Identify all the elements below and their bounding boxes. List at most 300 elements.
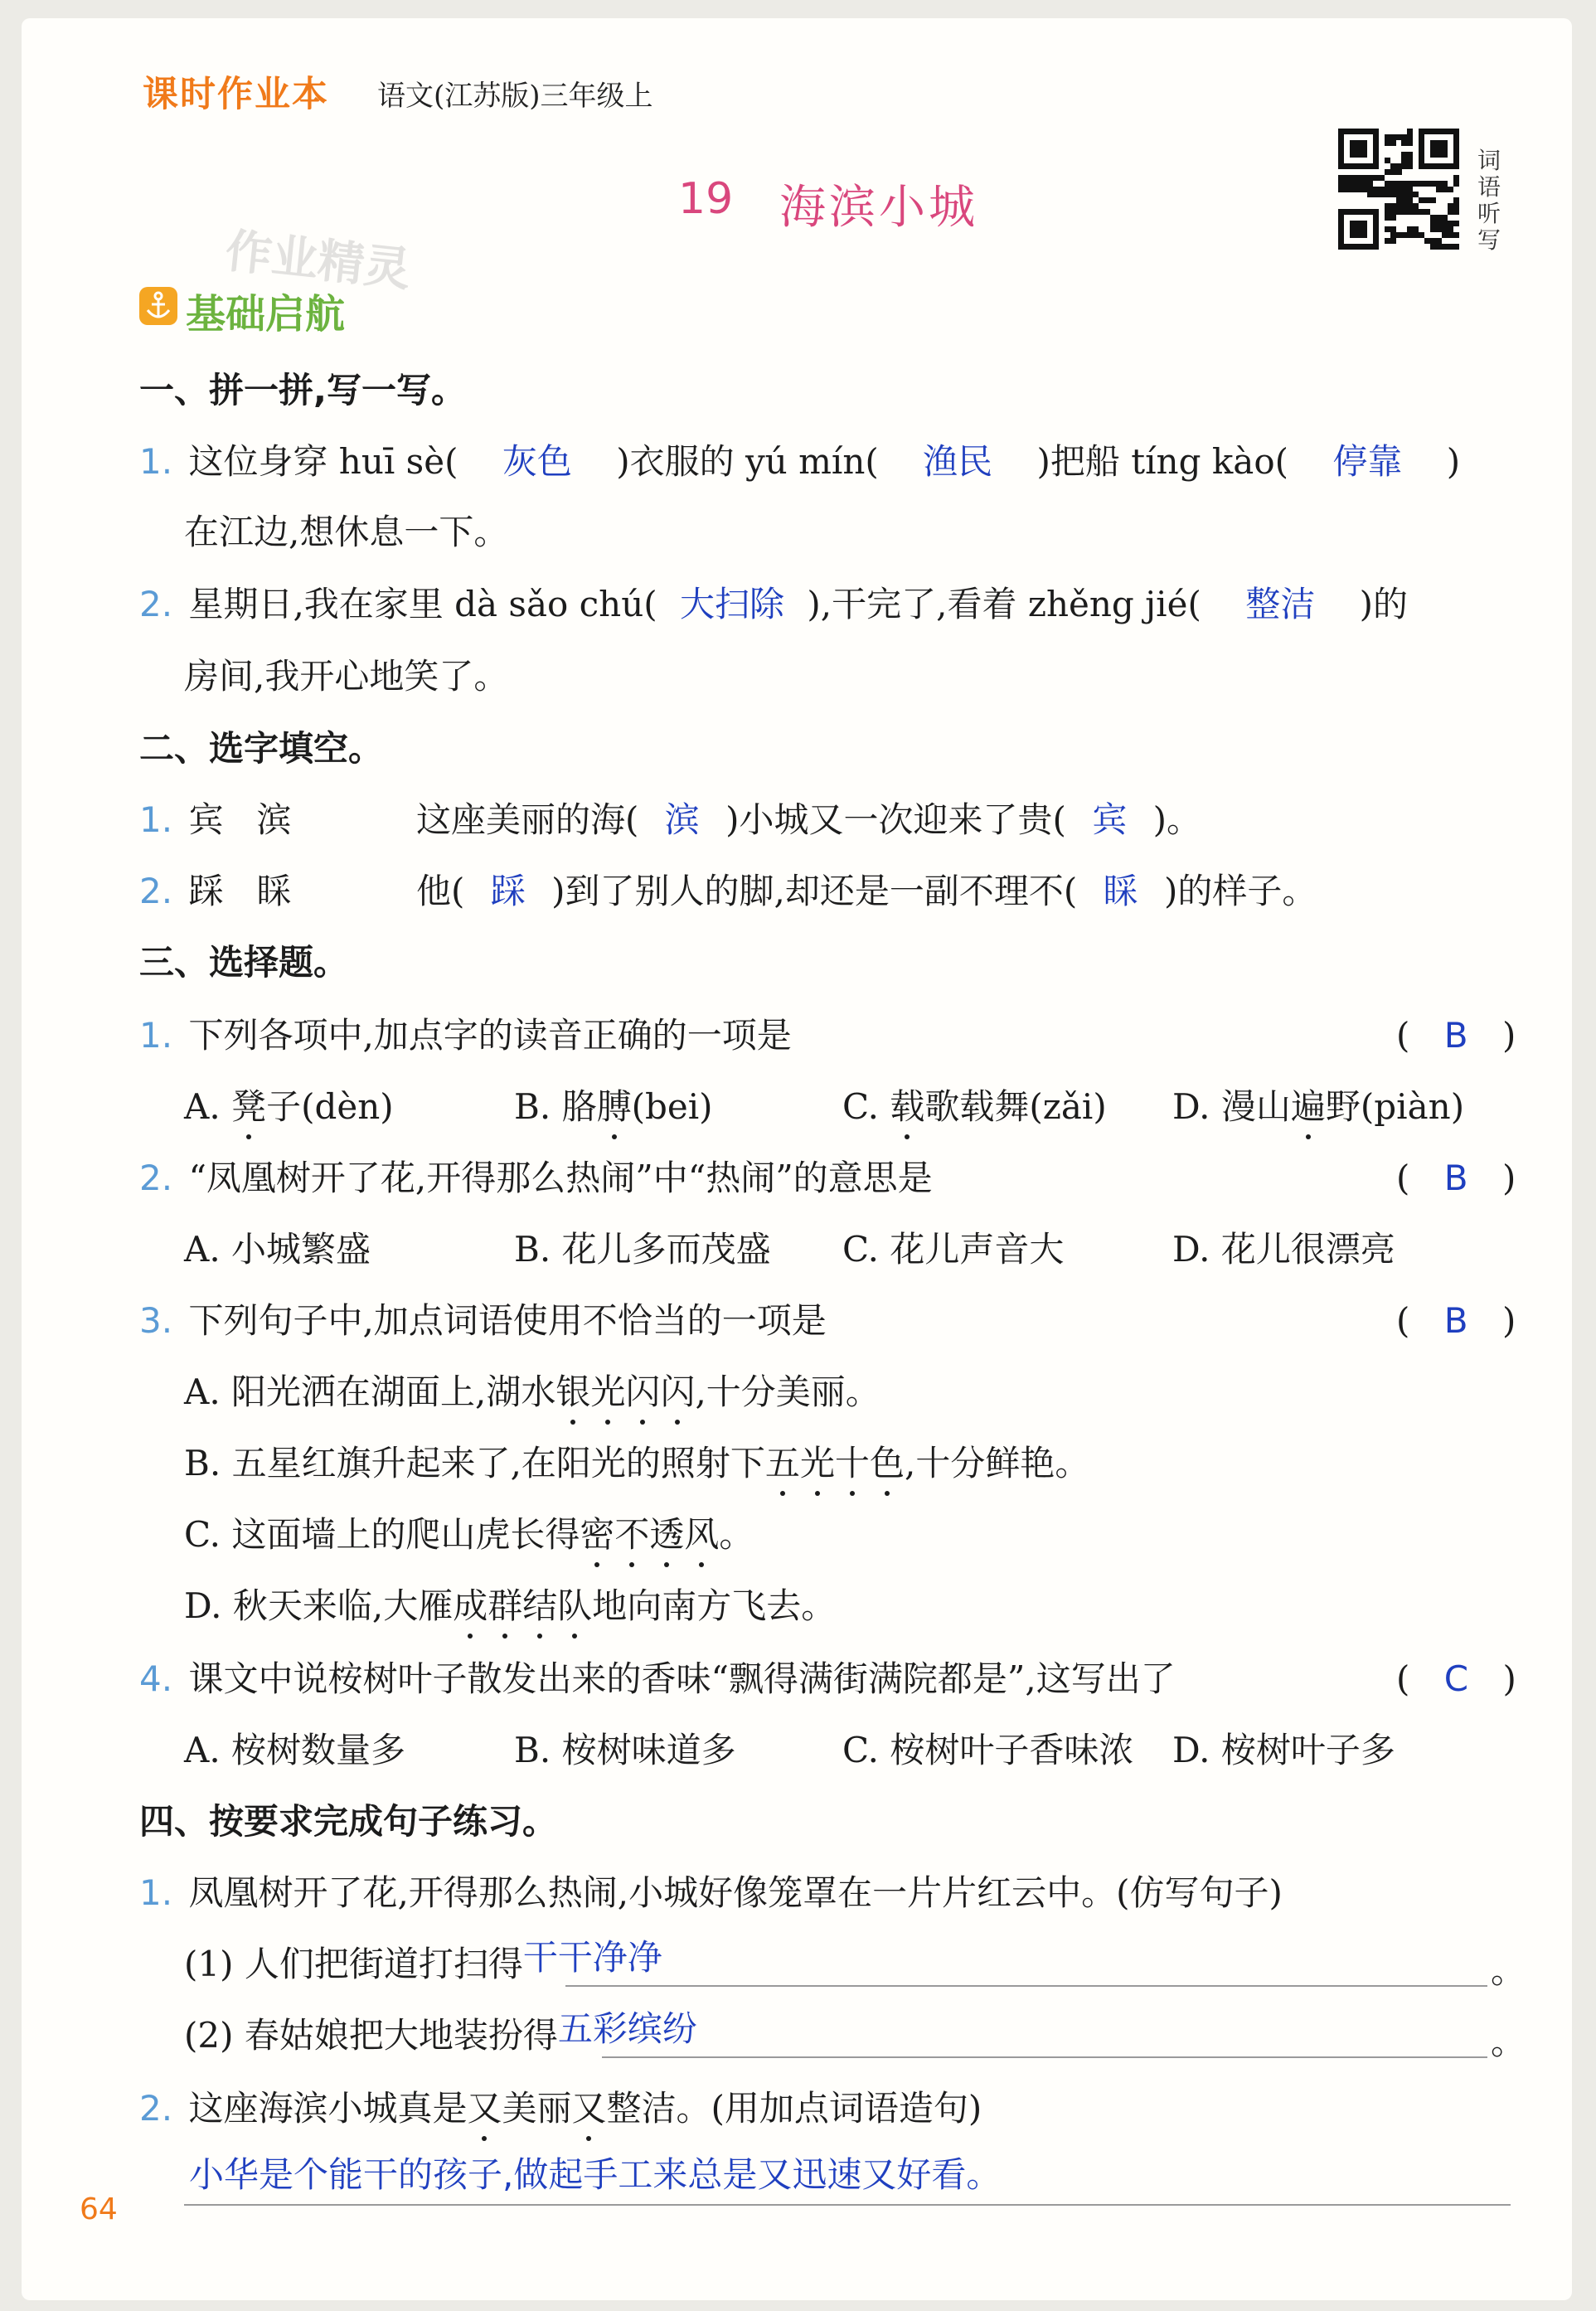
qr-module	[1407, 140, 1413, 146]
qr-module	[1442, 215, 1448, 221]
qr-module	[1430, 215, 1436, 221]
sentence-end: 。	[1491, 2022, 1526, 2062]
qr-module	[1453, 221, 1459, 226]
qr-module	[1453, 146, 1459, 152]
option-c[interactable]: C. 桉树叶子香味浓	[842, 1730, 1134, 1770]
qr-module	[1401, 187, 1407, 192]
choice-answer[interactable]: C	[1443, 1658, 1469, 1699]
qr-module	[1356, 187, 1361, 192]
qr-module	[1350, 187, 1356, 192]
qr-module	[1442, 226, 1448, 232]
qr-module	[1373, 226, 1379, 232]
question-text: (1) 人们把街道打扫得	[184, 1944, 523, 1984]
qr-module	[1448, 232, 1453, 238]
qr-module	[1396, 134, 1402, 140]
paren: )	[1501, 1015, 1516, 1056]
answer-text[interactable]: 灰色	[502, 441, 572, 482]
dotted-char: 色	[870, 1441, 905, 1486]
qr-module	[1436, 187, 1442, 192]
question-text: 星期日,我在家里 dà sǎo chú(	[188, 584, 657, 624]
qr-module	[1379, 192, 1385, 197]
qr-module	[1430, 181, 1436, 187]
question-text: )	[1446, 441, 1461, 482]
question-text: )到了别人的脚,却还是一副不理不(	[551, 871, 1078, 911]
qr-module	[1407, 158, 1413, 163]
qr-module	[1430, 197, 1436, 203]
qr-module	[1424, 181, 1430, 187]
qr-module	[1356, 209, 1361, 215]
qr-module	[1442, 244, 1448, 250]
qr-module	[1367, 192, 1373, 197]
qr-module	[1453, 181, 1459, 187]
qr-module	[1338, 187, 1344, 192]
answer-text[interactable]: 五彩缤纷	[557, 2008, 697, 2049]
qr-module	[1361, 187, 1367, 192]
dotted-char: 闪	[625, 1370, 660, 1415]
question-stem: 课文中说桉树叶子散发出来的香味“飘得满街满院都是”,这写出了	[188, 1658, 1176, 1699]
qr-module	[1390, 232, 1396, 238]
qr-module	[1442, 163, 1448, 169]
dotted-char: 载	[890, 1085, 924, 1129]
qr-module	[1436, 221, 1442, 226]
qr-module	[1338, 238, 1344, 244]
qr-module	[1338, 134, 1344, 140]
qr-module	[1407, 209, 1413, 215]
question-text: )。	[1152, 799, 1202, 840]
qr-module	[1390, 238, 1396, 244]
question-1-2	[139, 582, 1408, 627]
question-text: 这位身穿 huī sè(	[188, 441, 458, 482]
qr-module	[1361, 152, 1367, 158]
qr-module	[1344, 163, 1350, 169]
qr-module	[1373, 152, 1379, 158]
qr-module	[1350, 163, 1356, 169]
qr-module	[1424, 129, 1430, 134]
qr-module	[1453, 244, 1459, 250]
question-text: (2) 春姑娘把大地装扮得	[184, 2015, 558, 2056]
qr-module	[1356, 163, 1361, 169]
qr-module	[1373, 175, 1379, 181]
qr-module	[1350, 152, 1356, 158]
paren: )	[1501, 1300, 1516, 1341]
question-number: 1.	[139, 1015, 173, 1056]
paren: )	[1502, 1658, 1516, 1699]
book-subtitle: 语文(江苏版)三年级上	[377, 80, 653, 113]
section-heading: 一、拼一拼,写一写。	[139, 370, 466, 410]
qr-module	[1338, 244, 1344, 250]
qr-module	[1350, 181, 1356, 187]
qr-module	[1430, 163, 1436, 169]
option-b[interactable]	[514, 1085, 713, 1129]
qr-module	[1356, 140, 1361, 146]
qr-module	[1373, 187, 1379, 192]
qr-module	[1401, 134, 1407, 140]
qr-module	[1453, 163, 1459, 169]
dotted-char: 又	[467, 2086, 502, 2131]
question-2-1	[139, 798, 292, 842]
qr-module	[1385, 238, 1390, 244]
qr-code[interactable]	[1338, 129, 1459, 250]
qr-module	[1453, 158, 1459, 163]
option-text: ,十分美丽。	[695, 1372, 880, 1412]
qr-module	[1419, 181, 1424, 187]
qr-module	[1390, 203, 1396, 209]
qr-module	[1361, 209, 1367, 215]
qr-module	[1448, 187, 1453, 192]
qr-module	[1407, 226, 1413, 232]
answer-underline	[565, 1985, 1487, 1987]
qr-module	[1407, 129, 1413, 134]
answer-text[interactable]: 整洁	[1245, 584, 1316, 624]
qr-module	[1453, 129, 1459, 134]
option-b[interactable]	[184, 1441, 1089, 1486]
option-c[interactable]	[842, 1085, 1107, 1129]
dotted-char: 凳	[231, 1085, 266, 1129]
qr-module	[1344, 244, 1350, 250]
option-a[interactable]: A. 桉树数量多	[184, 1730, 406, 1770]
qr-module	[1385, 134, 1390, 140]
qr-module	[1396, 197, 1402, 203]
question-text: ),干完了,看着 zhěng jié(	[807, 584, 1201, 624]
dotted-char: 银	[555, 1370, 590, 1415]
option-text: (bei)	[631, 1086, 713, 1127]
qr-module	[1361, 146, 1367, 152]
qr-module	[1453, 175, 1459, 181]
option-b[interactable]: B. 花儿多而茂盛	[514, 1229, 771, 1270]
qr-module	[1390, 181, 1396, 187]
qr-module	[1453, 203, 1459, 209]
option-d[interactable]	[184, 1584, 836, 1629]
qr-module	[1344, 209, 1350, 215]
question-number: 1.	[139, 799, 173, 840]
qr-module	[1356, 146, 1361, 152]
qr-module	[1361, 181, 1367, 187]
qr-caption-char: 词	[1477, 147, 1501, 174]
paren: (	[1396, 1300, 1410, 1341]
qr-module	[1396, 203, 1402, 209]
question-text: )把船 tíng kào(	[1036, 441, 1288, 482]
qr-module	[1350, 129, 1356, 134]
option-a[interactable]	[184, 1370, 880, 1415]
question-text: 这座海滨小城真是	[188, 2088, 468, 2129]
answer-paren	[1396, 1156, 1516, 1201]
qr-caption	[1477, 148, 1501, 254]
answer-text[interactable]: 踩	[490, 871, 526, 911]
qr-module	[1442, 129, 1448, 134]
qr-module	[1407, 181, 1413, 187]
qr-module	[1338, 158, 1344, 163]
qr-caption-char: 语	[1477, 173, 1501, 201]
question-text: 整洁。(用加点词语造句)	[606, 2088, 982, 2129]
dotted-char: 十	[835, 1441, 870, 1486]
option-text: D. 秋天来临,大雁	[184, 1585, 454, 1626]
dotted-char: 群	[488, 1584, 522, 1629]
option-text: ,十分鲜艳。	[904, 1443, 1090, 1483]
qr-module	[1361, 129, 1367, 134]
qr-module	[1430, 221, 1436, 226]
qr-module	[1407, 152, 1413, 158]
qr-module	[1442, 221, 1448, 226]
qr-module	[1367, 244, 1373, 250]
qr-module	[1390, 192, 1396, 197]
qr-module	[1419, 163, 1424, 169]
option-text: A.	[184, 1086, 232, 1127]
question-2-2	[139, 869, 292, 914]
sentence-end: 。	[1491, 1950, 1526, 1991]
qr-module	[1390, 163, 1396, 169]
qr-module	[1338, 175, 1344, 181]
qr-module	[1356, 232, 1361, 238]
qr-module	[1419, 140, 1424, 146]
qr-module	[1419, 232, 1424, 238]
qr-module	[1367, 129, 1373, 134]
choice-answer[interactable]: B	[1443, 1158, 1468, 1198]
qr-module	[1373, 140, 1379, 146]
answer-sentence[interactable]: 小华是个能干的孩子,做起手工来总是又迅速又好看。	[189, 2154, 1002, 2195]
qr-module	[1361, 232, 1367, 238]
qr-module	[1413, 192, 1419, 197]
option-d[interactable]: D. 花儿很漂亮	[1172, 1229, 1395, 1270]
qr-module	[1401, 203, 1407, 209]
qr-module	[1373, 215, 1379, 221]
qr-module	[1407, 134, 1413, 140]
question-2-1-sentence	[416, 798, 1201, 842]
qr-module	[1396, 169, 1402, 175]
answer-underline	[602, 2056, 1487, 2058]
section-badge: 基础启航	[186, 291, 346, 337]
qr-module	[1373, 221, 1379, 226]
qr-module	[1396, 209, 1402, 215]
dotted-char: 光	[800, 1441, 835, 1486]
qr-module	[1373, 244, 1379, 250]
qr-module	[1436, 140, 1442, 146]
option-c[interactable]	[184, 1512, 754, 1557]
qr-module	[1396, 192, 1402, 197]
qr-module	[1430, 146, 1436, 152]
dotted-char: 膊	[597, 1085, 632, 1129]
qr-module	[1413, 203, 1419, 209]
qr-module	[1350, 209, 1356, 215]
qr-module	[1430, 226, 1436, 232]
option-text: C.	[842, 1086, 890, 1127]
question-number: 3.	[139, 1300, 173, 1341]
qr-module	[1448, 209, 1453, 215]
choice-chars: 宾 滨	[188, 799, 292, 840]
qr-module	[1401, 209, 1407, 215]
qr-module	[1350, 221, 1356, 226]
qr-module	[1419, 134, 1424, 140]
qr-module	[1448, 163, 1453, 169]
qr-module	[1367, 187, 1373, 192]
dotted-char: 成	[453, 1584, 488, 1629]
qr-module	[1390, 209, 1396, 215]
qr-module	[1390, 187, 1396, 192]
paren: (	[1396, 1158, 1410, 1198]
qr-module	[1419, 209, 1424, 215]
qr-module	[1407, 163, 1413, 169]
option-c[interactable]: C. 花儿声音大	[842, 1229, 1065, 1270]
qr-module	[1338, 181, 1344, 187]
qr-module	[1338, 163, 1344, 169]
answer-text[interactable]: 睬	[1103, 871, 1138, 911]
qr-module	[1373, 209, 1379, 215]
question-continuation: 房间,我开心地笑了。	[184, 656, 509, 697]
option-text: D. 漫山	[1172, 1086, 1291, 1127]
qr-module	[1430, 152, 1436, 158]
option-text: 野(piàn)	[1325, 1086, 1465, 1127]
qr-module	[1413, 226, 1419, 232]
answer-text[interactable]: 宾	[1092, 799, 1128, 840]
qr-module	[1442, 146, 1448, 152]
lesson-title: 海滨小城	[779, 181, 978, 235]
qr-module	[1396, 187, 1402, 192]
qr-module	[1401, 181, 1407, 187]
answer-underline	[184, 2204, 1511, 2206]
qr-module	[1385, 215, 1390, 221]
qr-module	[1453, 140, 1459, 146]
option-b[interactable]: B. 桉树味道多	[514, 1730, 736, 1770]
option-d[interactable]: D. 桉树叶子多	[1172, 1730, 1395, 1770]
qr-module	[1344, 181, 1350, 187]
question-text: 他(	[416, 871, 465, 911]
qr-module	[1401, 140, 1407, 146]
qr-module	[1430, 140, 1436, 146]
qr-module	[1424, 238, 1430, 244]
option-text: 歌载舞(zǎi)	[924, 1086, 1107, 1127]
dotted-char: 结	[522, 1584, 557, 1629]
qr-module	[1396, 232, 1402, 238]
answer-text[interactable]: 停靠	[1332, 441, 1403, 482]
dotted-char: 又	[571, 2086, 606, 2131]
question-text: )小城又一次迎来了贵(	[725, 799, 1066, 840]
qr-module	[1390, 215, 1396, 221]
dotted-char: 风	[684, 1512, 719, 1557]
qr-module	[1407, 203, 1413, 209]
qr-module	[1385, 226, 1390, 232]
qr-module	[1385, 158, 1390, 163]
qr-module	[1436, 181, 1442, 187]
qr-module	[1350, 244, 1356, 250]
question-3-2	[139, 1156, 933, 1201]
qr-module	[1401, 163, 1407, 169]
qr-module	[1453, 209, 1459, 215]
dotted-char: 透	[649, 1512, 684, 1557]
qr-module	[1373, 238, 1379, 244]
qr-module	[1350, 175, 1356, 181]
qr-module	[1413, 181, 1419, 187]
lesson-number: 19	[678, 174, 734, 224]
qr-module	[1338, 221, 1344, 226]
question-3-1	[139, 1013, 792, 1058]
qr-module	[1448, 244, 1453, 250]
qr-module	[1356, 221, 1361, 226]
qr-module	[1367, 175, 1373, 181]
qr-module	[1373, 192, 1379, 197]
dotted-char: 队	[557, 1584, 592, 1629]
question-text: )的	[1359, 584, 1408, 624]
qr-module	[1430, 238, 1436, 244]
qr-module	[1390, 169, 1396, 175]
qr-module	[1419, 152, 1424, 158]
qr-module	[1390, 134, 1396, 140]
qr-module	[1350, 140, 1356, 146]
qr-module	[1385, 192, 1390, 197]
qr-module	[1407, 187, 1413, 192]
qr-module	[1436, 215, 1442, 221]
question-number: 2.	[139, 584, 173, 624]
answer-paren	[1396, 1013, 1516, 1058]
qr-module	[1453, 197, 1459, 203]
qr-module	[1338, 140, 1344, 146]
answer-text[interactable]: 滨	[664, 799, 700, 840]
answer-text[interactable]: 大扫除	[680, 584, 785, 624]
answer-text[interactable]: 渔民	[923, 441, 993, 482]
qr-module	[1424, 163, 1430, 169]
paren: )	[1501, 1158, 1516, 1198]
qr-module	[1385, 140, 1390, 146]
option-a[interactable]: A. 小城繁盛	[184, 1229, 371, 1270]
dotted-char: 不	[614, 1512, 649, 1557]
qr-module	[1344, 129, 1350, 134]
choice-answer[interactable]: B	[1443, 1300, 1468, 1341]
question-2-2-sentence	[416, 869, 1317, 914]
qr-module	[1338, 146, 1344, 152]
qr-module	[1442, 187, 1448, 192]
qr-module	[1350, 146, 1356, 152]
qr-module	[1442, 181, 1448, 187]
qr-module	[1356, 226, 1361, 232]
qr-module	[1453, 232, 1459, 238]
qr-module	[1338, 152, 1344, 158]
qr-module	[1424, 209, 1430, 215]
qr-module	[1419, 158, 1424, 163]
watermark: 作业精灵	[222, 224, 414, 298]
answer-text[interactable]: 干干净净	[522, 1937, 662, 1978]
choice-answer[interactable]: B	[1443, 1015, 1468, 1056]
option-a[interactable]	[184, 1085, 394, 1129]
qr-module	[1436, 226, 1442, 232]
qr-module	[1356, 244, 1361, 250]
qr-module	[1448, 226, 1453, 232]
question-4-1	[139, 1871, 1283, 1915]
qr-module	[1356, 175, 1361, 181]
section-heading: 三、选择题。	[139, 942, 349, 983]
dotted-char: 光	[590, 1370, 625, 1415]
qr-module	[1373, 146, 1379, 152]
qr-module	[1448, 129, 1453, 134]
qr-module	[1373, 163, 1379, 169]
qr-module	[1453, 134, 1459, 140]
option-text: A. 阳光洒在湖面上,湖水	[184, 1372, 556, 1412]
qr-module	[1379, 175, 1385, 181]
qr-module	[1356, 152, 1361, 158]
qr-caption-char: 听	[1477, 200, 1501, 227]
qr-module	[1442, 140, 1448, 146]
question-3-4	[139, 1657, 1176, 1702]
qr-module	[1344, 175, 1350, 181]
qr-module	[1442, 232, 1448, 238]
question-1-1	[139, 439, 1460, 484]
qr-module	[1448, 221, 1453, 226]
qr-module	[1407, 232, 1413, 238]
dotted-char: 遍	[1291, 1085, 1326, 1129]
option-d[interactable]	[1172, 1085, 1464, 1129]
qr-module	[1436, 146, 1442, 152]
qr-module	[1356, 181, 1361, 187]
qr-module	[1436, 238, 1442, 244]
question-number: 2.	[139, 1158, 173, 1198]
question-stem: “凤凰树开了花,开得那么热闹”中“热闹”的意思是	[188, 1158, 933, 1198]
